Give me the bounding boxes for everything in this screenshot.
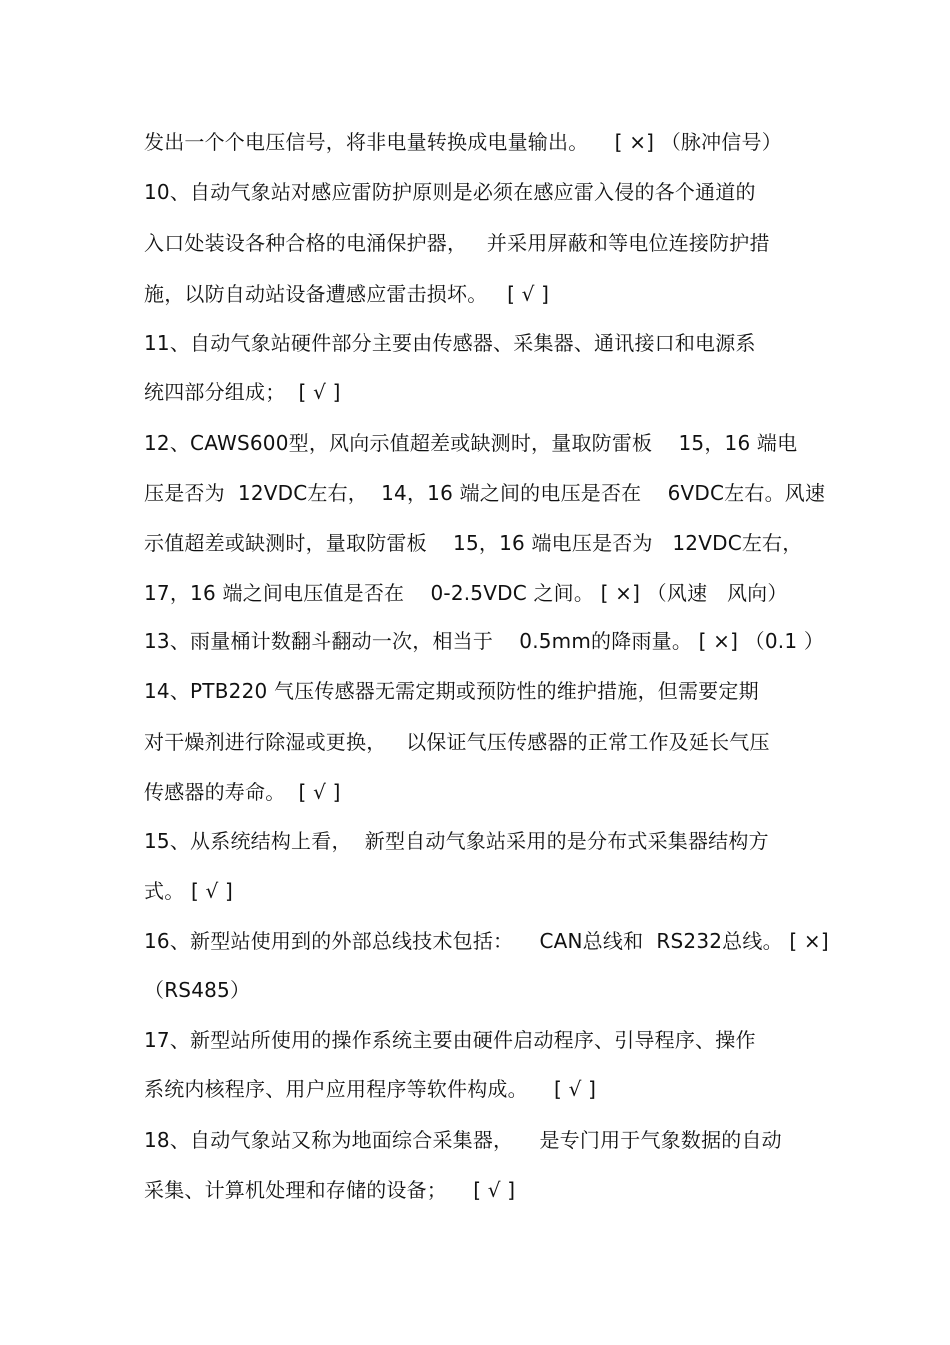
text-line: 17，16 端之间电压值是否在 0-2.5VDC 之间。 [ ×] （风速 风向） xyxy=(144,581,788,605)
text-line: 统四部分组成； [ √ ] xyxy=(144,380,341,404)
text-line: （RS485） xyxy=(144,978,251,1002)
text-line: 16、新型站使用到的外部总线技术包括： CAN总线和 RS232总线。 [ ×] xyxy=(144,929,829,953)
text-line: 传感器的寿命。 [ √ ] xyxy=(144,780,341,804)
text-line: 示值超差或缺测时，量取防雷板 15，16 端电压是否为 12VDC左右， xyxy=(144,531,803,555)
text-line: 式。 [ √ ] xyxy=(144,879,234,903)
text-line: 施，以防自动站设备遭感应雷击损坏。 [ √ ] xyxy=(144,282,550,306)
text-line: 11、自动气象站硬件部分主要由传感器、采集器、通讯接口和电源系 xyxy=(144,331,756,355)
text-line: 14、PTB220 气压传感器无需定期或预防性的维护措施，但需要定期 xyxy=(144,679,759,703)
text-line: 18、自动气象站又称为地面综合采集器， 是专门用于气象数据的自动 xyxy=(144,1128,782,1152)
text-line: 系统内核程序、用户应用程序等软件构成。 [ √ ] xyxy=(144,1077,597,1101)
text-line: 入口处装设各种合格的电涌保护器， 并采用屏蔽和等电位连接防护措 xyxy=(144,231,770,255)
text-line: 10、自动气象站对感应雷防护原则是必须在感应雷入侵的各个通道的 xyxy=(144,180,756,204)
text-line: 发出一个个电压信号，将非电量转换成电量输出。 [ ×] （脉冲信号） xyxy=(144,130,782,154)
text-line: 对干燥剂进行除湿或更换， 以保证气压传感器的正常工作及延长气压 xyxy=(144,730,770,754)
text-line: 13、雨量桶计数翻斗翻动一次，相当于 0.5mm的降雨量。 [ ×] （0.1 ） xyxy=(144,629,825,653)
text-line: 12、CAWS600型，风向示值超差或缺测时，量取防雷板 15，16 端电 xyxy=(144,431,798,455)
text-line: 17、新型站所使用的操作系统主要由硬件启动程序、引导程序、操作 xyxy=(144,1028,756,1052)
text-line: 压是否为 12VDC左右， 14，16 端之间的电压是否在 6VDC左右。风速 xyxy=(144,481,826,505)
text-line: 采集、计算机处理和存储的设备； [ √ ] xyxy=(144,1178,516,1202)
text-line: 15、从系统结构上看， 新型自动气象站采用的是分布式采集器结构方 xyxy=(144,829,769,853)
